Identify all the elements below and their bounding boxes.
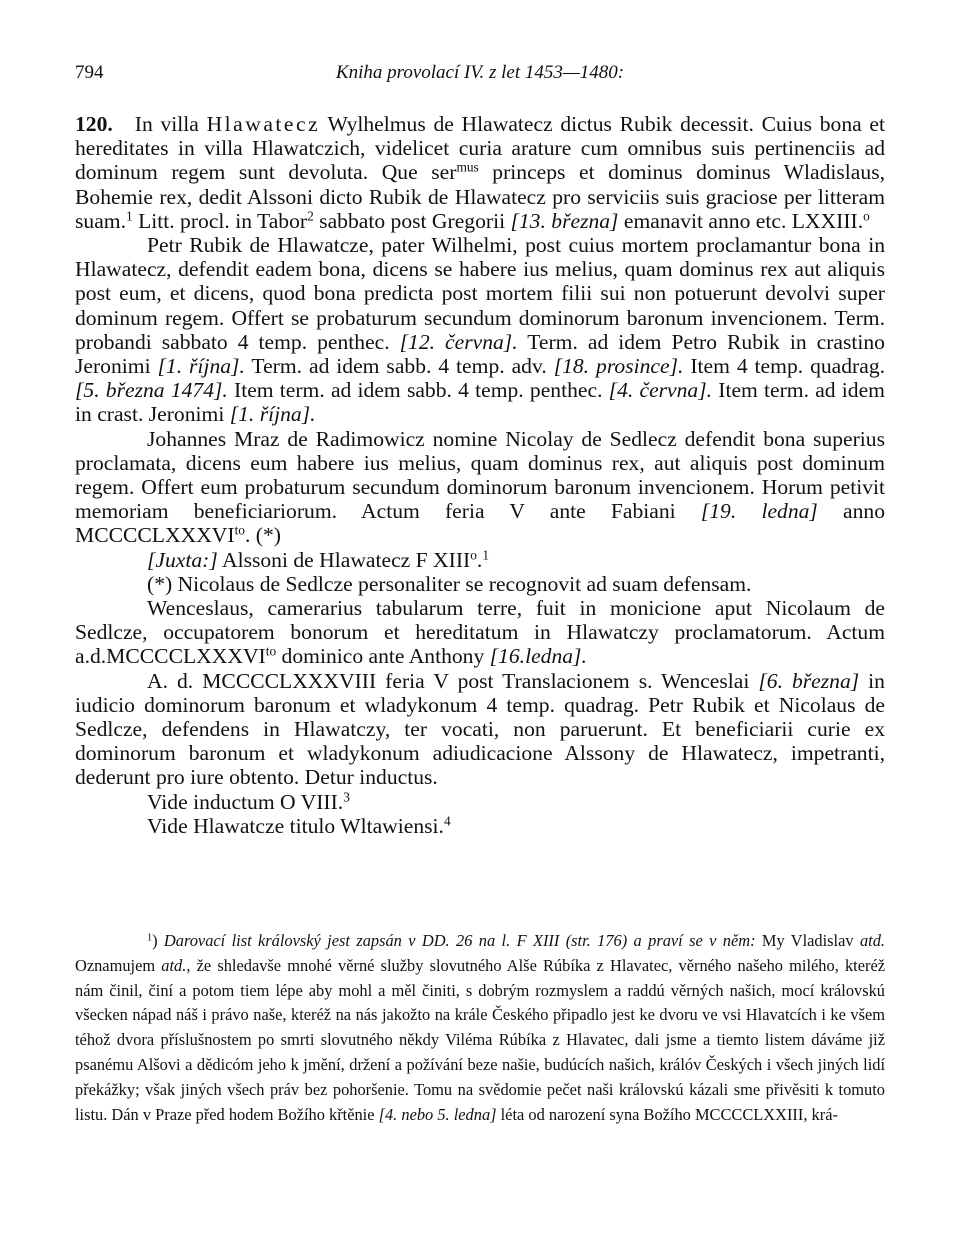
page-number: 794 (75, 62, 104, 83)
date-annotation: [4. nebo 5. ledna] (378, 1104, 497, 1124)
entry-paragraph-7: A. d. MCCCCLXXXVIII feria V post Translacionem s. Wenceslai [6. března] in iudicio dominorum baronum et wladykonum 4 temp. quadrag. Petr Rubik et Nicolaus de Sedlcze, defendens in Hlawatczy, ter vocati, non paruerunt. Et beneficiarii curie ex dominorum baronum et wladykonum adiudicacione Alssony de Hlawatecz, impetranti, dederunt pro iure obtento. Detur inductus. (75, 668, 885, 790)
date-annotation: [4. června]. (608, 378, 713, 403)
footnote-ref: 3 (343, 789, 350, 805)
page-header (75, 62, 885, 92)
date-annotation: [5. března 1474]. (75, 378, 228, 403)
abbrev-superscript: mus (456, 160, 479, 176)
abbrev-superscript: to (234, 523, 245, 539)
entry-number: 120. (75, 112, 113, 136)
entry-paragraph-1: 120. In villa Hlawatecz Wylhelmus de Hlawatecz dictus Rubik decessit. Cuius bona et hereditates in villa Hlawatczich, videlicet curia arature cum omnibus suis pertinenciis ad dominum regem sunt devoluta. Que ser$^{mus}$ princeps et dominus dominus Wladislaus, Bohemie rex, dedit Alssoni dicto Rubik de Hlawatecz pro serviciis suis graciose per litteram suam.$^1$ Litt. procl. in Tabor$^2$ sabbato post Gregorii [13. března] emanavit anno etc. LXXIII.$^o$ (75, 112, 885, 233)
footnote-marker: 1 (147, 932, 153, 944)
footnotes (75, 929, 885, 1127)
abbrev-superscript: o (863, 208, 870, 224)
date-annotation: [16.ledna]. (489, 644, 587, 669)
abbrev-superscript: o (470, 547, 477, 563)
entry-paragraph-9: Vide Hlawatcze titulo Wltawiensi.$^4$ (147, 813, 451, 838)
date-annotation: [19. ledna] (700, 499, 818, 524)
entry-paragraph-5: (*) Nicolaus de Sedlcze personaliter se recognovit ad suam defensam. (147, 571, 752, 596)
entry-paragraph-3: Johannes Mraz de Radimowicz nomine Nicolay de Sedlecz defendit bona superius proclamata, dicens eum habere ius melius, quam dominus rex, aut aliquis post dominum regem. Offert eum probaturum secundum dominorum baronum invencionem. Horum petivit memoriam beneficiariorum. Actum feria V ante Fabiani [19. ledna] anno $MCCCCLXXXVI^{to}$. (*) (75, 426, 885, 548)
date-annotation: [6. března] (758, 668, 860, 693)
juxta-annotation: [Juxta:] (147, 547, 218, 572)
entry-paragraph-2: Petr Rubik de Hlawatcze, pater Wilhelmi, post cuius mortem proclamantur bona in Hlawatecz, defendit eadem bona, dicens se habere ius melius, quam dominus rex aut aliquis post eum, et dicens, quod bona predicta post mortem filii sui non potuerunt devolvi super dominum regem. Offert se probaturum secundum dominorum baronum invencionem. Term. probandi sabbato 4 temp. penthec. [12. června]. Term. ad idem Petro Rubik in crastino Jeronimi [1. října]. Term. ad idem sabb. 4 temp. adv. [18. prosince]. Item 4 temp. quadrag. [5. března 1474]. Item term. ad idem sabb. 4 temp. penthec. [4. června]. Item term. ad idem in crast. Jeronimi [1. října]. (75, 233, 886, 427)
spaced-place-name: Hlawatecz (206, 112, 321, 136)
running-title: Kniha provolací IV. z let 1453—1480: (335, 62, 625, 83)
date-annotation: [1. října]. (229, 402, 316, 427)
entry-paragraph-6: Wenceslaus, camerarius tabularum terre, fuit in monicione aput Nicolaum de Sedlcze, occupatorem bonorum et hereditatum in Hlawatczy proclamatorum. Actum $a.d.MCCCCLXXXVI^{to}$ dominico ante Anthony [16.ledna]. (75, 596, 885, 669)
date-annotation: [12. června]. (399, 329, 518, 354)
abbrev-superscript: to (265, 644, 277, 660)
footnote-ref: 4 (443, 813, 451, 829)
footnote-1: $^1$) Darovací list královský jest zapsán v DD. 26 na l. F XIII (str. 176) a praví se v něm: My Vladislav atd. Oznamujem atd., že shledavše mnohé věrné služby slovutného Alše Rúbíka z Hlavatec, věrného našeho milého, kteréž nám činil, činí a potom tiem lépe aby mohl a měl činiti, s dobrým rozmyslem a raddú věrných našich, mocí královskú všecken nápad náš i právo naše, kteréž na nás jakožto na krále Českého připadlo jest ke dvoru ve vsi Hlavatcích i ke všem téhož dvora příslušnostem po smrti slovutného někdy Viléma Rúbíka z Hlavatec, dali jsme a tiemto listem dáváme již psanému Alšovi a dědicóm jeho k jmění, držení a požívání beze našie, budúcích našich, králóv Českých i všech jiných lidí překážky; však jiných všech práv bez pohoršenie. Tomu na svědomie pečet naši královskú kázali sme přivěsiti k tomuto listu. Dán v Praze před hodem Božího křtěnie [4. nebo 5. ledna] léta od narození syna Božího MCCCCLXXIII, krá- (75, 931, 886, 1124)
date-annotation: [1. října]. (157, 354, 245, 379)
footnote-ref: 1 (482, 547, 490, 563)
entry-paragraph-4: [Juxta:] Alssoni de Hlawatecz F XIII$^o$.$^1$ (147, 547, 490, 572)
entry-paragraph-8: Vide inductum O VIII.$^3$ (147, 789, 350, 814)
date-annotation: [13. března] (510, 208, 619, 233)
date-annotation: [18. prosince]. (553, 354, 684, 379)
footnote-ref: 2 (307, 208, 314, 224)
entry-body (75, 112, 885, 838)
footnote-ref: 1 (125, 208, 133, 224)
